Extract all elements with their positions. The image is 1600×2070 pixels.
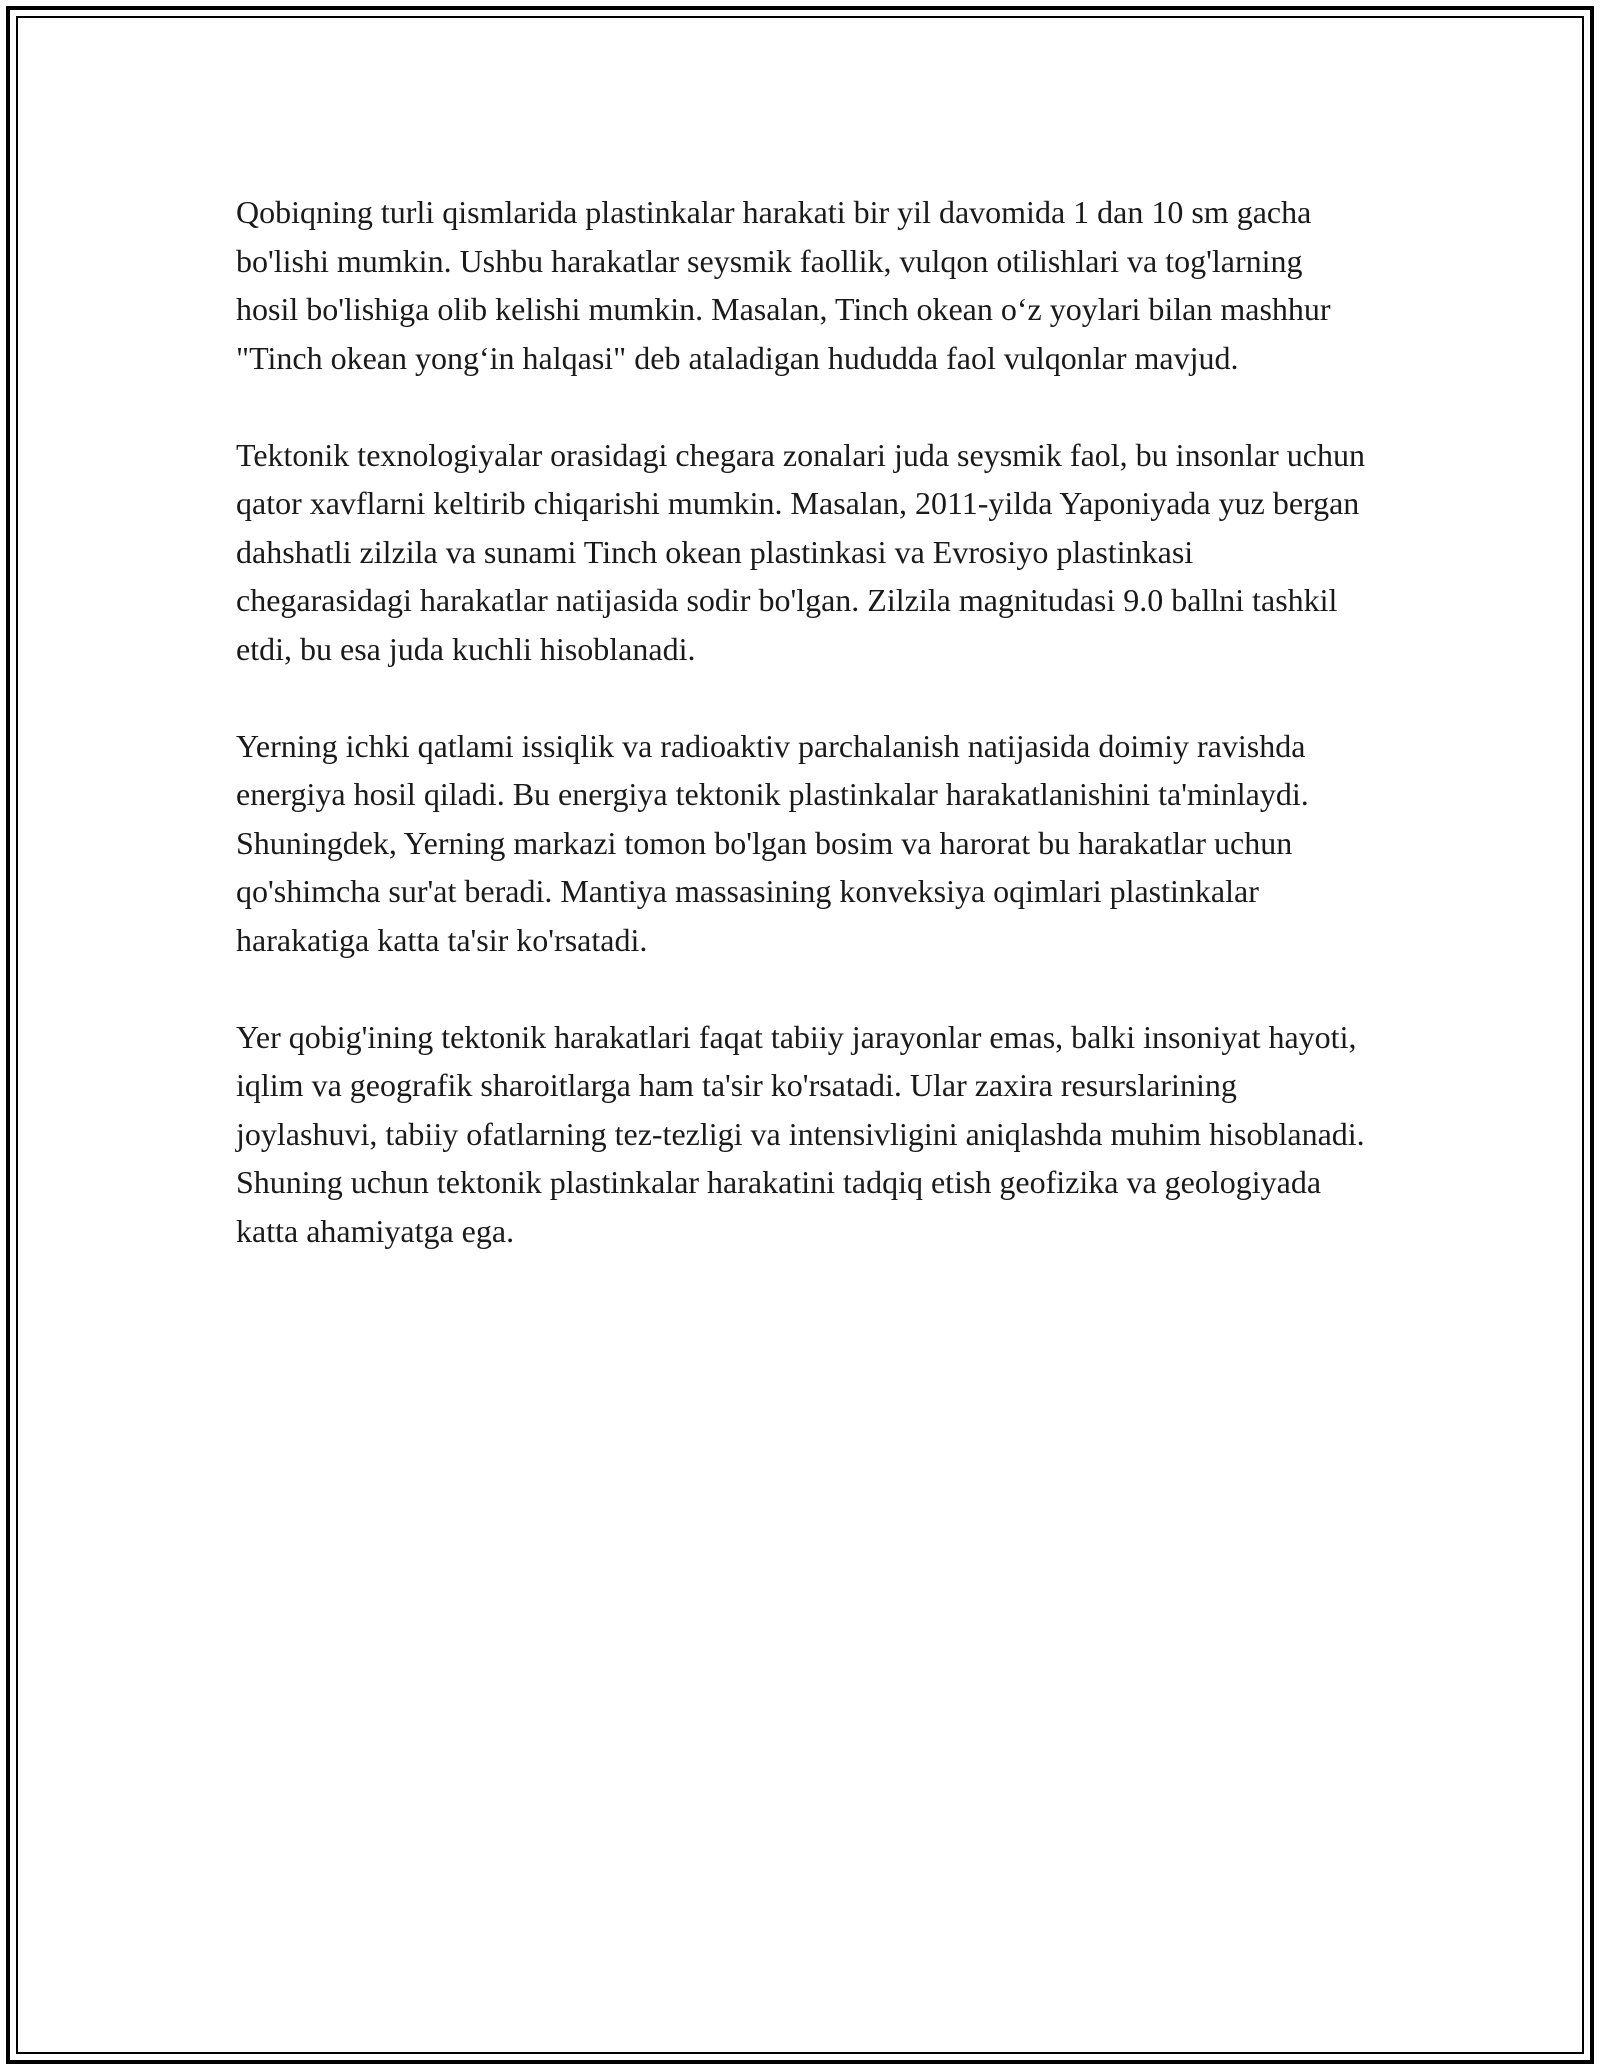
paragraph-plate-movement: Qobiqning turli qismlarida plastinkalar harakati bir yil davomida 1 dan 10 sm gacha bo'lishi mumkin. Ushbu harakatlar seysmik faollik, vulqon otilishlari va tog'larning hosil bo'lishiga olib kelishi mumkin. Masalan, Tinch okean o‘z yoylari bilan mashhur "Tinch okean yong‘in halqasi" deb ataladigan hududda faol vulqonlar mavjud. xyxy=(236,194,1331,376)
paragraph-boundary-zones: Tektonik texnologiyalar orasidagi chegara zonalari juda seysmik faol, bu insonlar uchun qator xavflarni keltirib chiqarishi mumkin. Masalan, 2011-yilda Yaponiyada yuz bergan dahshatli zilzila va sunami Tinch okean plastinkasi va Evrosiyo plastinkasi chegarasidagi harakatlar natijasida sodir bo'lgan. Zilzila magnitudasi 9.0 ballni tashkil etdi, bu esa juda kuchli hisoblanadi. xyxy=(236,436,1365,667)
paragraph-inner-energy: Yerning ichki qatlami issiqlik va radioaktiv parchalanish natijasida doimiy ravishda energiya hosil qiladi. Bu energiya tektonik plastinkalar harakatlanishini ta'minlaydi. Shuningdek, Yerning markazi tomon bo'lgan bosim va harorat bu harakatlar uchun qo'shimcha sur'at beradi. Mantiya massasining konveksiya oqimlari plastinkalar harakatiga katta ta'sir ko'rsatadi. xyxy=(236,727,1309,958)
document-body xyxy=(236,188,1366,1255)
paragraph-significance: Yer qobig'ining tektonik harakatlari faqat tabiiy jarayonlar emas, balki insoniyat hayoti, iqlim va geografik sharoitlarga ham ta'sir ko'rsatadi. Ular zaxira resurslarining joylashuvi, tabiiy ofatlarning tez-tezligi va intensivligini aniqlashda muhim hisoblanadi. Shuning uchun tektonik plastinkalar harakatini tadqiq etish geofizika va geologiyada katta ahamiyatga ega. xyxy=(236,1018,1365,1249)
